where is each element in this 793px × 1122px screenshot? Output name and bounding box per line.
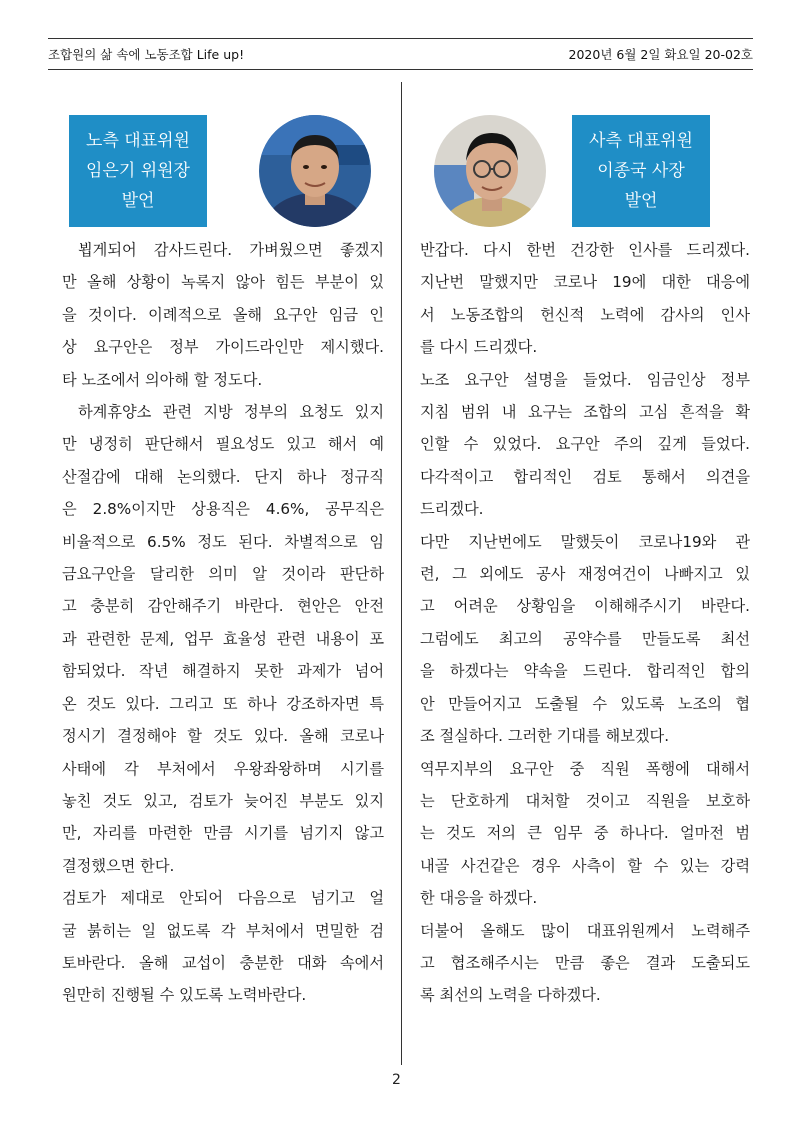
management-rep-photo (434, 115, 546, 227)
labor-rep-label-line: 임은기 위원장 (86, 161, 190, 181)
speech-line: 원만히 진행될 수 있도록 노력바란다. (62, 986, 307, 1005)
management-rep-label-line: 이종국 사장 (597, 161, 685, 181)
speech-line: 사태에 각 부처에서 우왕좌왕하며 시기를 (62, 759, 384, 778)
speech-line: 내골 사건같은 경우 사측이 할 수 있는 강력 (420, 856, 750, 875)
speech-line: 비율적으로 6.5% 정도 된다. 차별적으로 임 (62, 532, 384, 551)
speech-line: 타 노조에서 의아해 할 정도다. (62, 370, 263, 389)
issue-date: 2020년 6월 2일 화요일 20-02호 (568, 47, 753, 62)
labor-rep-label-line: 노측 대표위원 (86, 131, 190, 151)
speech-line: 를 다시 드리겠다. (420, 338, 538, 357)
column-divider (401, 82, 402, 1065)
speech-line: 는 것도 저의 큰 임무 중 하나다. 얼마전 범 (420, 824, 750, 843)
speech-line: 은 2.8%이지만 상용직은 4.6%, 공무직은 (62, 500, 384, 519)
labor-rep-speech (62, 234, 384, 1012)
speech-line: 뵙게되어 감사드린다. 가벼웠으면 좋겠지 (78, 241, 384, 259)
speech-line: 을 하겠다는 약속을 드린다. 합리적인 합의 (420, 662, 750, 681)
management-rep-portrait-image (434, 115, 546, 227)
speech-line: 온 것도 있다. 그리고 또 하나 강조하자면 특 (62, 694, 384, 713)
speech-line: 을 것이다. 이례적으로 올해 요구안 임금 인 (62, 305, 384, 324)
speech-line: 지침 범위 내 요구는 조합의 고심 흔적을 확 (420, 403, 750, 422)
speech-line: 과 관련한 문제, 업무 효율성 관련 내용이 포 (62, 629, 384, 648)
speech-line: 다만 지난번에도 말했듯이 코로나19와 관 (420, 532, 750, 551)
labor-rep-label-line: 발언 (121, 191, 155, 211)
speech-line: 역무지부의 요구안 중 직원 폭행에 대해서 (420, 759, 750, 778)
speech-line: 록 최선의 노력을 다하겠다. (420, 986, 601, 1005)
speech-line: 지난번 말했지만 코로나 19에 대한 대응에 (420, 273, 750, 292)
management-rep-label-line: 사측 대표위원 (589, 131, 693, 151)
labor-rep-photo (259, 115, 371, 227)
speech-line: 결정했으면 한다. (62, 856, 175, 875)
speech-line: 검토가 제대로 안되어 다음으로 넘기고 얼 (62, 889, 384, 908)
speech-line: 다각적이고 합리적인 검토 통해서 의견을 (420, 467, 750, 486)
management-rep-speech (420, 234, 750, 1012)
speech-line: 그럼에도 최고의 공약수를 만들도록 최선 (420, 629, 750, 648)
speech-line: 인할 수 있었다. 요구안 주의 깊게 들었다. (420, 435, 750, 454)
speech-line: 드리겠다. (420, 500, 484, 519)
speech-line: 만 올해 상황이 녹록지 않아 힘든 부분이 있 (62, 273, 384, 292)
speech-line: 함되었다. 작년 해결하지 못한 과제가 넘어 (62, 662, 384, 681)
speech-line: 놓친 것도 있고, 검토가 늦어진 부분도 있지 (62, 791, 384, 810)
speech-line: 반갑다. 다시 한번 건강한 인사를 드리겠다. (420, 241, 750, 259)
speech-line: 안 만들어지고 도출될 수 있도록 노조의 협 (420, 694, 750, 713)
speech-line: 금요구안을 달리한 의미 알 것이라 판단하 (62, 565, 384, 584)
speech-line: 만, 자리를 마련한 만큼 시기를 넘기지 않고 (62, 824, 384, 843)
speech-line: 굴 붉히는 일 없도록 각 부처에서 면밀한 검 (62, 921, 384, 940)
speech-line: 토바란다. 올해 교섭이 충분한 대화 속에서 (62, 953, 384, 972)
speech-line: 조 절실하다. 그러한 기대를 해보겠다. (420, 727, 670, 746)
speech-line: 산절감에 대해 논의했다. 단지 하나 정규직 (62, 467, 384, 486)
speech-line: 더불어 올해도 많이 대표위원께서 노력해주 (420, 921, 750, 940)
speech-line: 한 대응을 하겠다. (420, 889, 538, 908)
speech-line: 하계휴양소 관련 지방 정부의 요청도 있지 (78, 403, 384, 422)
speech-line: 고 어려운 상황임을 이해해주시기 바란다. (420, 597, 750, 616)
speech-line: 만 냉정히 판단해서 필요성도 있고 해서 예 (62, 435, 384, 454)
page-header (48, 38, 753, 70)
speech-line: 련, 그 외에도 공사 재정여건이 나빠지고 있 (420, 565, 750, 584)
management-rep-label (572, 115, 710, 227)
labor-rep-label (69, 115, 207, 227)
management-rep-label-line: 발언 (624, 191, 658, 211)
page-number: 2 (392, 1072, 401, 1088)
speech-line: 노조 요구안 설명을 들었다. 임금인상 정부 (420, 370, 750, 389)
speech-line: 고 협조해주시는 만큼 좋은 결과 도출되도 (420, 953, 750, 972)
speech-line: 정시기 결정해야 할 것도 있다. 올해 코로나 (62, 727, 384, 746)
labor-rep-portrait-image (259, 115, 371, 227)
speech-line: 서 노동조합의 헌신적 노력에 감사의 인사 (420, 305, 750, 324)
speech-line: 는 단호하게 대처할 것이고 직원을 보호하 (420, 791, 750, 810)
newsletter-slogan: 조합원의 삶 속에 노동조합 Life up! (48, 47, 245, 62)
speech-line: 상 요구안은 정부 가이드라인만 제시했다. (62, 338, 384, 357)
speech-line: 고 충분히 감안해주기 바란다. 현안은 안전 (62, 597, 384, 616)
